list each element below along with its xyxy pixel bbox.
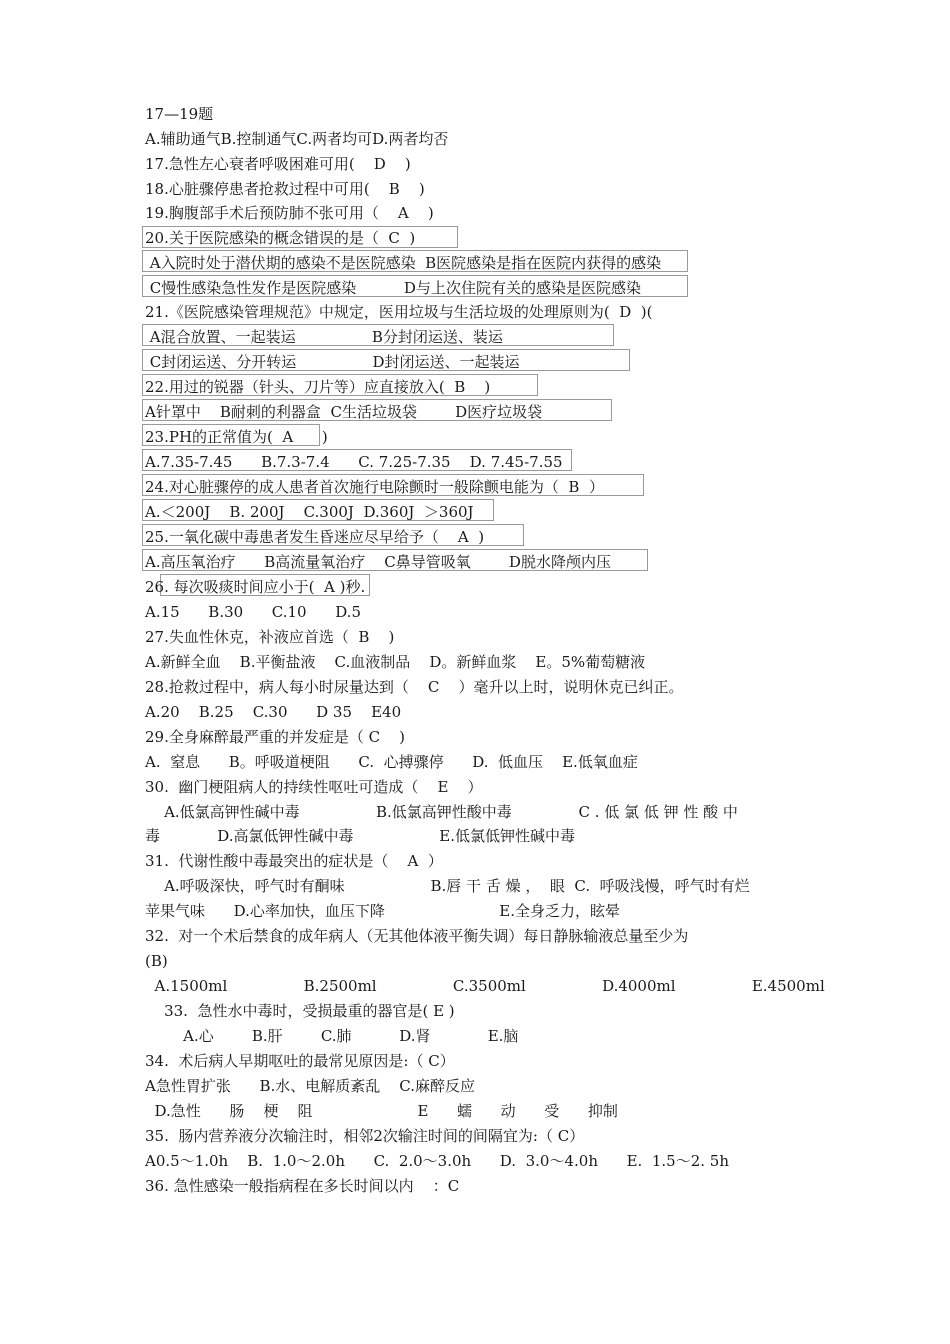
question-17: 17.急性左心衰者呼吸困难可用( D ) [145, 155, 411, 173]
question-34: 34. 术后病人早期呕吐的最常见原因是:（ C） [145, 1052, 455, 1070]
question-19: 19.胸腹部手术后预防肺不张可用（ A ) [145, 204, 434, 222]
answer-32: (B) [145, 952, 168, 970]
options-26: A.15 B.30 C.10 D.5 [145, 603, 361, 621]
options-24: A.＜200J B. 200J C.300J D.360J ＞360J [145, 503, 474, 521]
options-25: A.高压氧治疗 B高流量氧治疗 C鼻导管吸氧 D脱水降颅内压 [145, 553, 611, 571]
options-28: A.20 B.25 C.30 D 35 E40 [145, 703, 402, 721]
question-32: 32. 对一个术后禁食的成年病人（无其他体液平衡失调）每日静脉输液总量至少为 [145, 927, 689, 945]
text-line: A.辅助通气B.控制通气C.两者均可D.两者均否 [145, 130, 449, 148]
options-21-cd: C封闭运送、分开转运 D封闭运送、一起装运 [145, 353, 520, 371]
question-18: 18.心脏骤停患者抢救过程中可用( B ) [145, 180, 425, 198]
question-26: 26. 每次吸痰时间应小于( A )秒. [145, 578, 366, 596]
text-line: 17—19题 [145, 105, 214, 123]
options-31-line2: 苹果气味 D.心率加快，血压下降 E.全身乏力，眩晕 [145, 902, 621, 920]
options-29: A. 窒息 B。呼吸道梗阻 C. 心搏骤停 D. 低血压 E.低氧血症 [145, 753, 638, 771]
options-20-cd: C慢性感染急性发作是医院感染 D与上次住院有关的感染是医院感染 [145, 279, 641, 297]
question-27: 27.失血性休克，补液应首选（ B ) [145, 628, 395, 646]
question-33: 33. 急性水中毒时，受损最重的器官是( E ) [145, 1002, 455, 1020]
options-21-ab: A混合放置、一起装运 B分封闭运送、装运 [145, 328, 503, 346]
options-35: A0.5～1.0h B. 1.0～2.0h C. 2.0～3.0h D. 3.0～4.0h E. 1.5～2. 5h [145, 1152, 729, 1170]
options-23: A.7.35-7.45 B.7.3-7.4 C. 7.25-7.35 D. 7.45-7.55 [145, 453, 563, 471]
options-22: A针罩中 B耐刺的利器盒 C生活垃圾袋 D医疗垃圾袋 [145, 403, 543, 421]
question-23: 23.PH的正常值为( A ) [145, 428, 328, 446]
question-36: 36. 急性感染一般指病程在多长时间以内 ：C [145, 1177, 460, 1195]
options-27: A.新鲜全血 B.平衡盐液 C.血液制品 D。新鲜血浆 E。5%葡萄糖液 [145, 653, 646, 671]
options-30-line1: A.低氯高钾性碱中毒 B.低氯高钾性酸中毒 C . 低 氯 低 钾 性 酸 中 [145, 803, 738, 821]
question-31: 31. 代谢性酸中毒最突出的症状是（ A ） [145, 852, 443, 870]
question-28: 28.抢救过程中，病人每小时尿量达到（ C ）毫升以上时，说明休克已纠正。 [145, 678, 684, 696]
options-20-ab: A入院时处于潜伏期的感染不是医院感染 B医院感染是指在医院内获得的感染 [145, 254, 662, 272]
options-30-line2: 毒 D.高氯低钾性碱中毒 E.低氯低钾性碱中毒 [145, 827, 576, 845]
options-34-line1: A急性胃扩张 B.水、电解质紊乱 C.麻醉反应 [145, 1077, 476, 1095]
question-24: 24.对心脏骤停的成人患者首次施行电除颤时一般除颤电能为（ B ） [145, 478, 604, 496]
question-25: 25.一氧化碳中毒患者发生昏迷应尽早给予（ A ) [145, 528, 485, 546]
question-22: 22.用过的锐器（针头、刀片等）应直接放入( B ) [145, 378, 491, 396]
question-21: 21.《医院感染管理规范》中规定，医用垃圾与生活垃圾的处理原则为( D )( [145, 303, 653, 321]
question-30: 30. 幽门梗阻病人的持续性呕吐可造成（ E ） [145, 778, 483, 796]
question-35: 35. 肠内营养液分次输注时，相邻2次输注时间的间隔宜为:（ C） [145, 1127, 585, 1145]
options-34-line2: D.急性 肠 梗 阻 E 蠕 动 受 抑制 [145, 1102, 618, 1120]
options-31-line1: A.呼吸深快，呼气时有酮味 B.唇 干 舌 燥 ， 眼 C. 呼吸浅慢，呼气时有烂 [145, 877, 750, 895]
question-20: 20.关于医院感染的概念错误的是（ C ) [145, 229, 416, 247]
options-32: A.1500ml B.2500ml C.3500ml D.4000ml E.4500ml [145, 977, 825, 995]
options-33: A.心 B.肝 C.肺 D.肾 E.脑 [145, 1027, 519, 1045]
question-29: 29.全身麻醉最严重的并发症是（ C ) [145, 728, 406, 746]
